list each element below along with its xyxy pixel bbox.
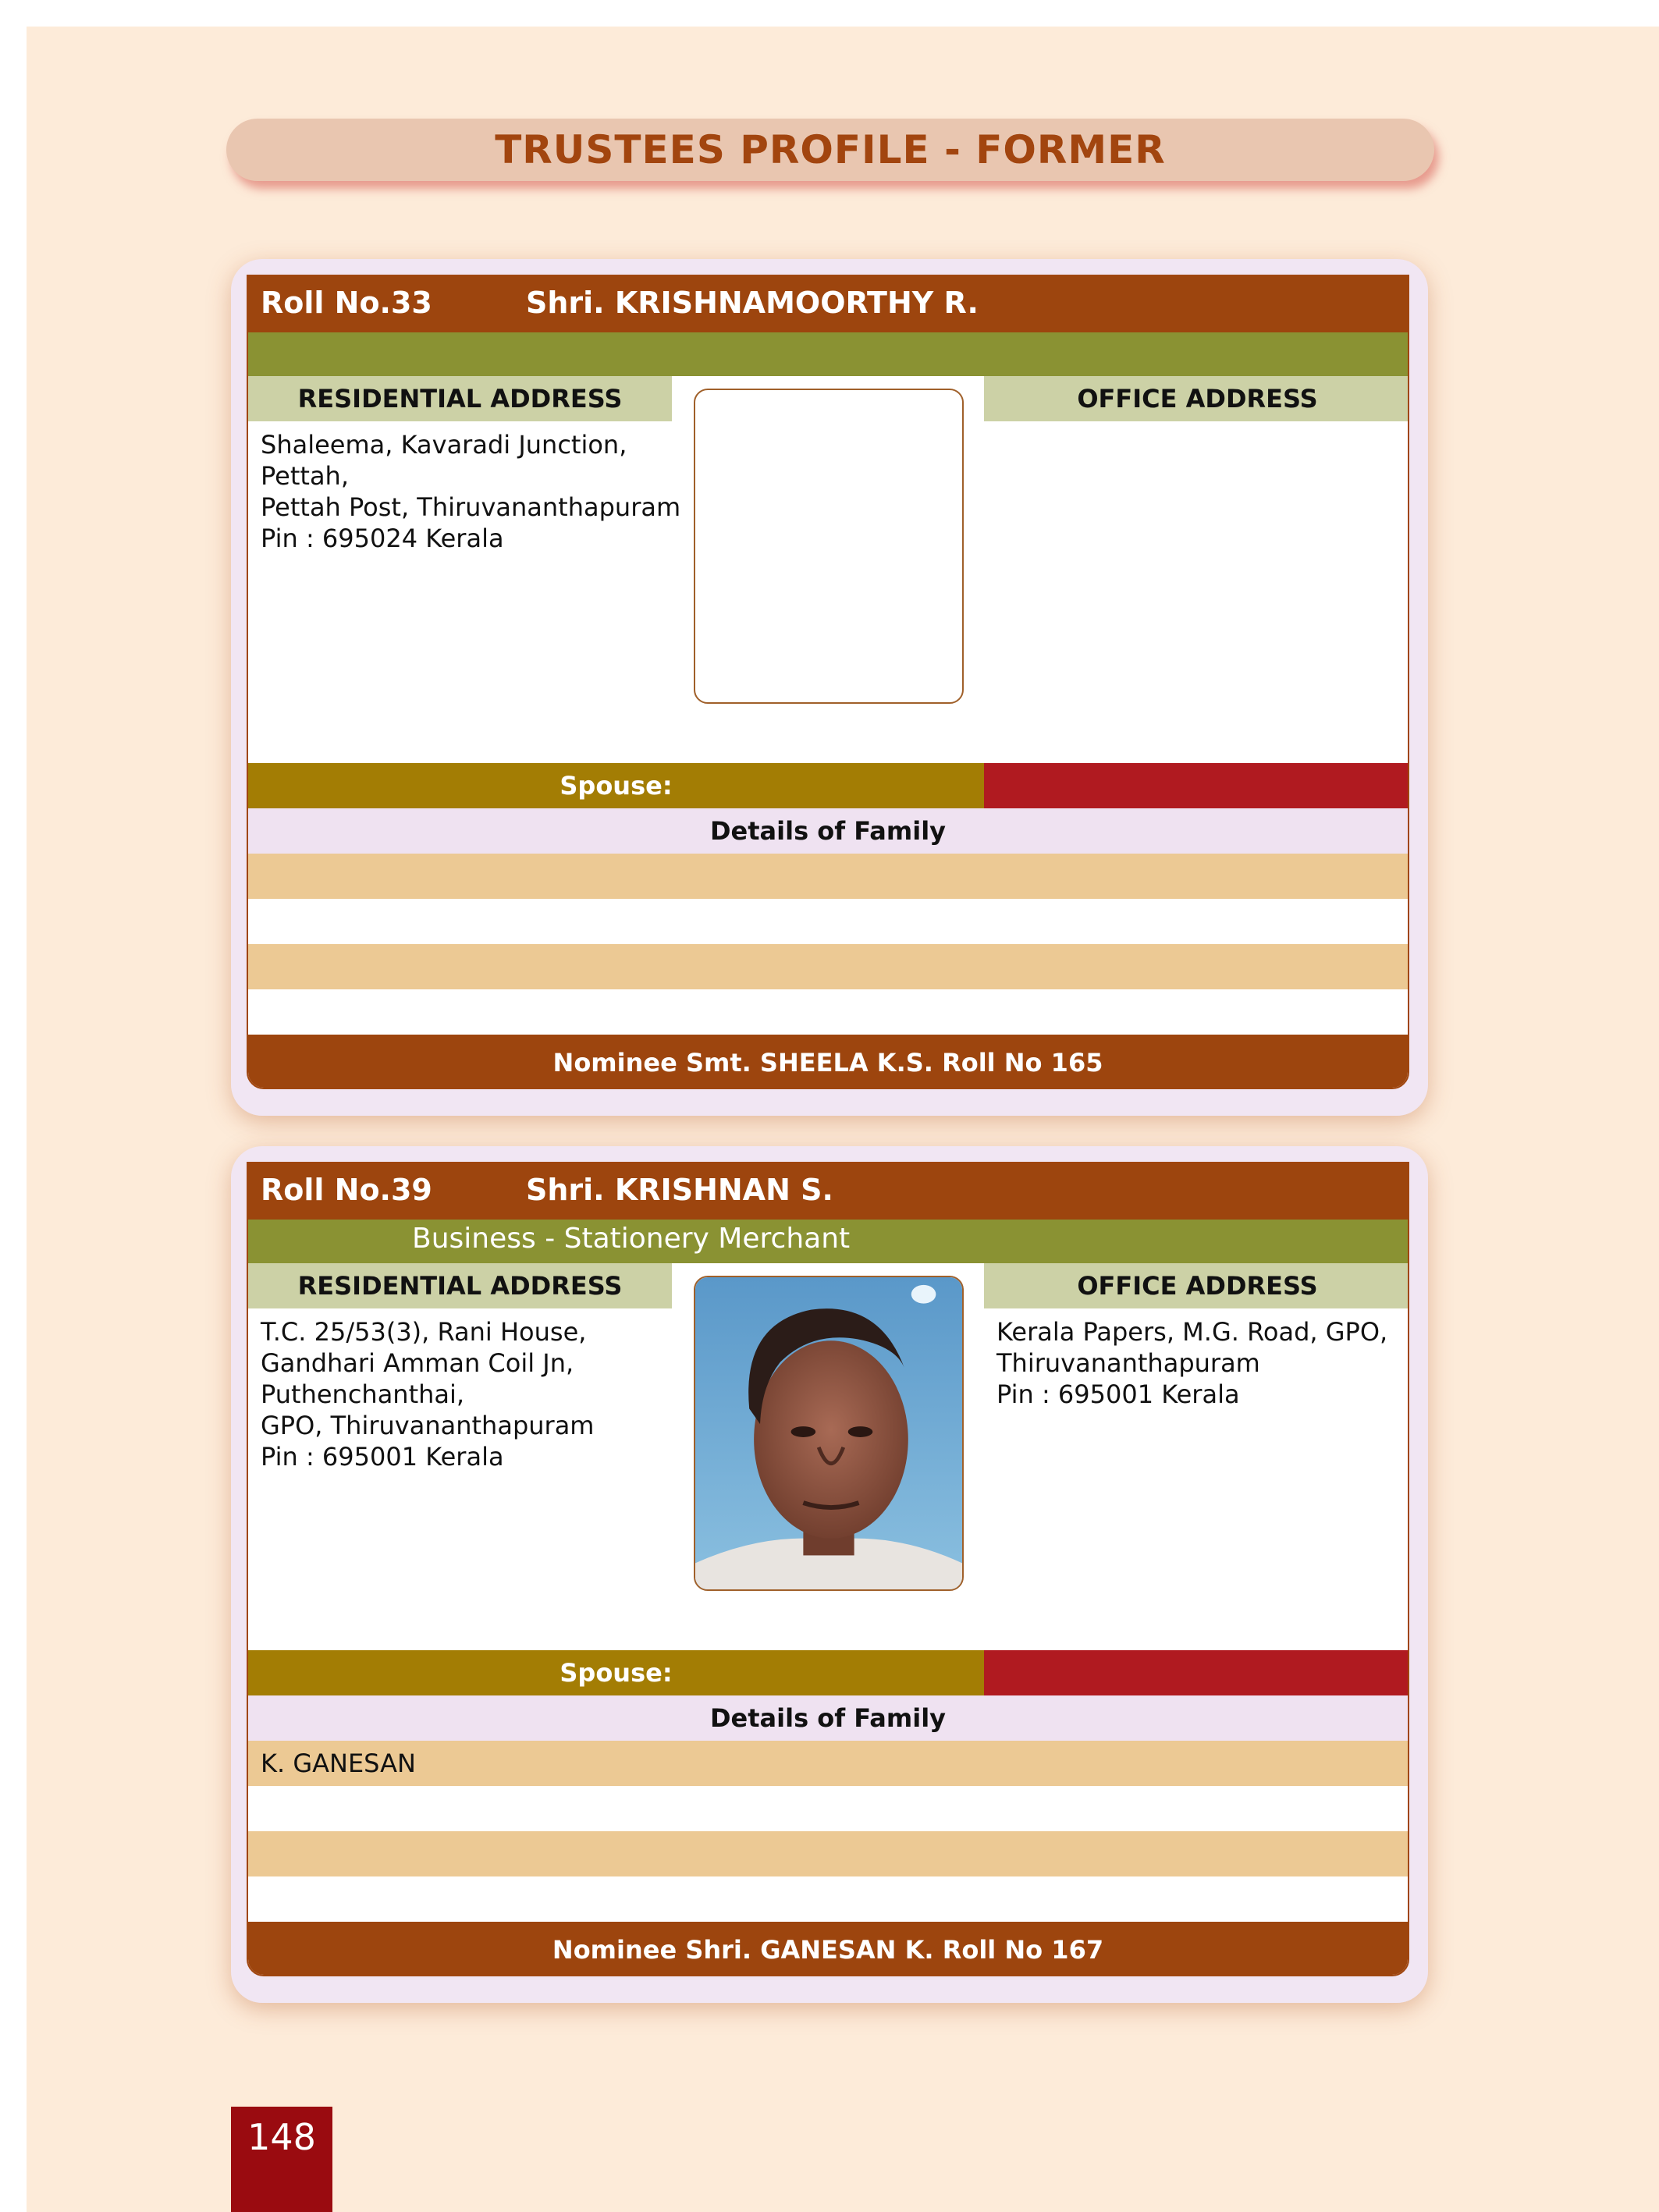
- office-address: [996, 1316, 1402, 1410]
- trustee-header: [248, 276, 1408, 332]
- family-row: [248, 1876, 1408, 1922]
- roll-number: Roll No.39: [261, 1173, 432, 1207]
- residential-address: [261, 429, 681, 554]
- address-line: Kerala Papers, M.G. Road, GPO,: [996, 1317, 1388, 1347]
- spouse-label: Spouse:: [248, 1650, 984, 1695]
- page-number: 148: [231, 2107, 332, 2212]
- spouse-value: [984, 1650, 1409, 1695]
- page-title: TRUSTEES PROFILE - FORMER: [495, 127, 1166, 172]
- trustee-card: [231, 1146, 1428, 2003]
- address-line: Gandhari Amman Coil Jn,: [261, 1348, 574, 1378]
- family-row: [248, 1786, 1408, 1831]
- nominee: Nominee Smt. SHEELA K.S. Roll No 165: [248, 1035, 1408, 1089]
- family-row: [248, 1831, 1408, 1876]
- family-heading: Details of Family: [248, 1695, 1408, 1741]
- trustee-card-body: [247, 1162, 1409, 1976]
- spouse-value: [984, 763, 1409, 808]
- residential-address: [261, 1316, 666, 1472]
- address-line: Shaleema, Kavaradi Junction,: [261, 430, 627, 460]
- profession-bar: [248, 332, 1408, 376]
- office-address-heading: OFFICE ADDRESS: [984, 1263, 1409, 1308]
- family-row: [248, 989, 1408, 1035]
- address-line: Puthenchanthai,: [261, 1379, 465, 1409]
- family-row: [248, 944, 1408, 989]
- spouse-label: Spouse:: [248, 763, 984, 808]
- address-line: Pettah,: [261, 461, 349, 491]
- office-address-heading: OFFICE ADDRESS: [984, 376, 1409, 421]
- family-heading: Details of Family: [248, 808, 1408, 854]
- residential-address-heading: RESIDENTIAL ADDRESS: [248, 1263, 672, 1308]
- address-line: GPO, Thiruvananthapuram: [261, 1411, 595, 1440]
- trustee-card: [231, 259, 1428, 1116]
- family-row: K. GANESAN: [248, 1741, 1408, 1786]
- address-line: Pin : 695001 Kerala: [996, 1379, 1240, 1409]
- nominee: Nominee Shri. GANESAN K. Roll No 167: [248, 1922, 1408, 1976]
- profession: Business - Stationery Merchant: [412, 1223, 851, 1255]
- photo-placeholder: [694, 389, 964, 704]
- family-row: [248, 899, 1408, 944]
- profession-bar: [248, 1220, 1408, 1263]
- address-line: T.C. 25/53(3), Rani House,: [261, 1317, 587, 1347]
- residential-address-heading: RESIDENTIAL ADDRESS: [248, 376, 672, 421]
- trustee-card-body: [247, 275, 1409, 1089]
- address-line: Pin : 695001 Kerala: [261, 1442, 504, 1472]
- spouse-row: [248, 1650, 1408, 1695]
- address-line: Pin : 695024 Kerala: [261, 524, 504, 553]
- portrait-illustration: [695, 1277, 962, 1589]
- trustee-name: Shri. KRISHNAN S.: [526, 1173, 833, 1207]
- trustee-header: [248, 1163, 1408, 1220]
- page-title-banner: [226, 119, 1434, 181]
- trustee-photo: [694, 1276, 964, 1591]
- trustee-name: Shri. KRISHNAMOORTHY R.: [526, 286, 979, 320]
- family-row: [248, 854, 1408, 899]
- address-line: Thiruvananthapuram: [996, 1348, 1260, 1378]
- address-line: Pettah Post, Thiruvananthapuram: [261, 492, 681, 522]
- spouse-row: [248, 763, 1408, 808]
- roll-number: Roll No.33: [261, 286, 432, 320]
